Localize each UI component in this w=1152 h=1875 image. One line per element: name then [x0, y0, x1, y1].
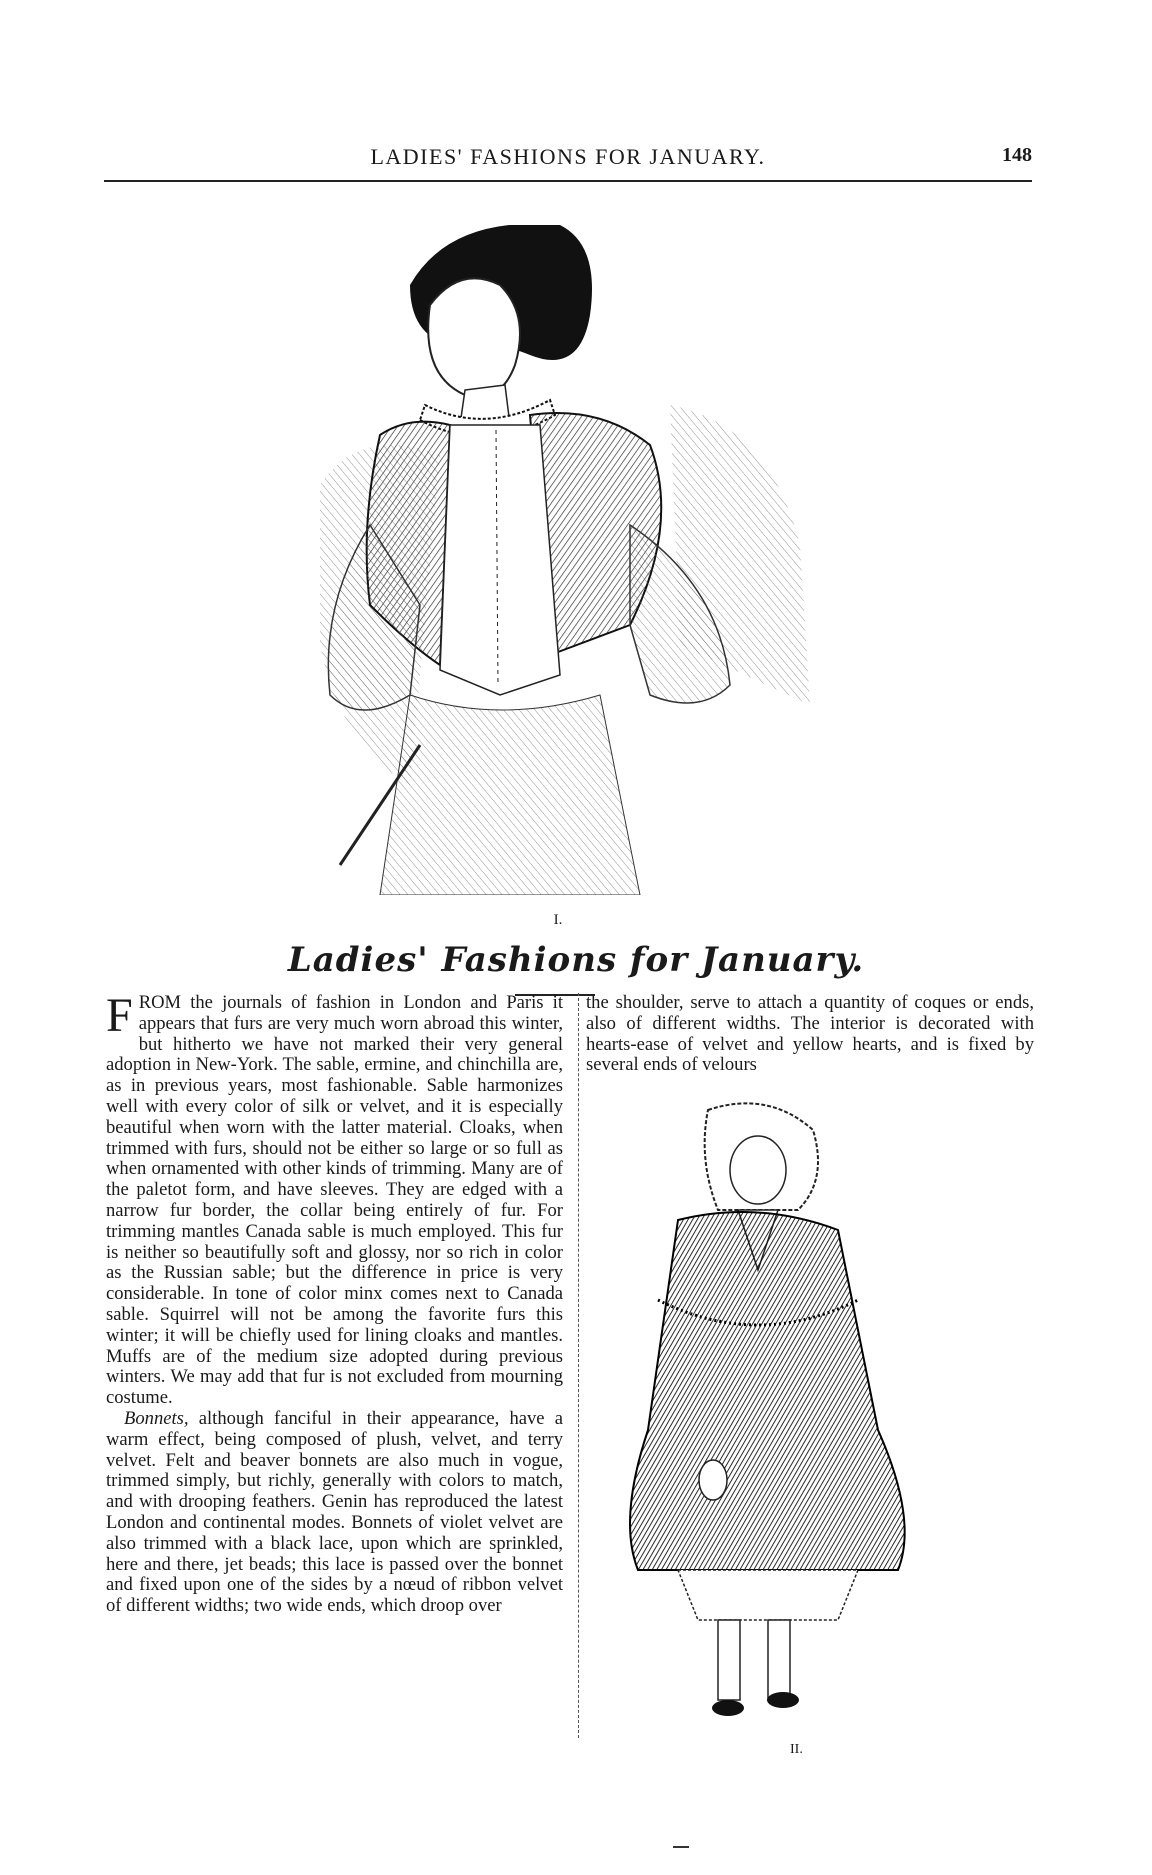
article-column-left	[106, 989, 563, 1873]
header-rule	[104, 180, 1032, 182]
figure-girl-engraving	[618, 1100, 918, 1725]
figure-1-caption: I.	[553, 912, 563, 928]
drop-cap: F	[106, 989, 133, 1042]
paragraph-bonnets: Bonnets, although fanciful in their appearance, have a warm effect, being composed of plush, velvet, and terry velvet. Felt and beaver bonnets are also much in vogue, trimmed simply, but richly, generally with colors to match, and with drooping feathers. Genin has reproduced the latest London and continental modes. Bonnets of violet velvet are also trimmed with a black lace, upon which are sprinkled, here and there, jet beads; this lace is passed over the bonnet and fixed upon one of the sides by a nœud of ribbon velvet of different widths; two wide ends, which droop over	[106, 1407, 563, 1617]
paragraph-furs: FROM the journals of fashion in London and Paris it appears that furs are very much worn abroad this winter, but hitherto we have not marked their very general adoption in New-York. The sable, ermine, and chinchilla are, as in previous years, most fashionable. Sable harmonizes well with every color of silk or velvet, and it is especially beautiful when worn with the latter material. Cloaks, when trimmed with furs, should not be either so large or so full as when ornamented with other kinds of trimming. Many are of the paletot form, and have sleeves. They are edged with a narrow fur border, the collar being entirely of fur. For trimming mantles Canada sable is much employed. This fur is neither so beautifully soft and glossy, nor so rich in color as the Russian sable; but the difference in price is very considerable. In tone of color minx comes next to Canada sable. Squirrel will not be among the favorite furs this winter; it will be chiefly used for lining cloaks and mantles. Muffs are of the medium size adopted during previous winters. We may add that fur is not excluded from mourning costume.	[106, 989, 563, 1409]
bonnets-lead: Bonnets,	[124, 1407, 189, 1429]
page-number: 148	[1002, 144, 1032, 166]
paragraph-continuation: the shoulder, serve to attach a quantity of coques or ends, also of different widths. The interior is decorated with hearts-ease of velvet and yellow hearts, and is fixed by several ends of velours	[586, 992, 1034, 1076]
figure-2-caption: II.	[790, 1742, 803, 1757]
figure-lady-engraving	[300, 225, 820, 895]
article-column-right	[586, 993, 1034, 1076]
article-title: Ladies' Fashions for January.	[287, 940, 865, 980]
footer-mark	[673, 1846, 689, 1848]
page-header	[104, 136, 1032, 184]
running-head: LADIES' FASHIONS FOR JANUARY.	[370, 144, 766, 169]
column-divider	[578, 993, 579, 1738]
